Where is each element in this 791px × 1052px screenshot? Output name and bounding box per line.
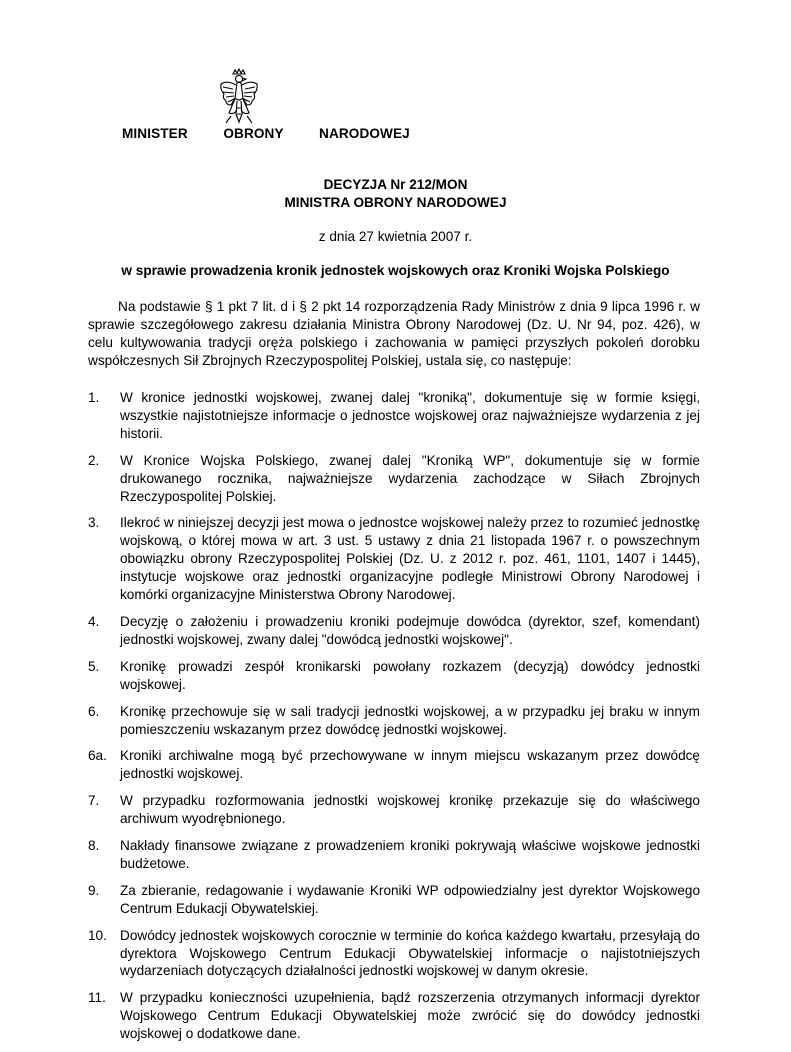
polish-eagle-emblem <box>217 68 261 126</box>
list-item <box>88 989 700 1043</box>
list-item <box>88 927 700 981</box>
item-number: 8. <box>88 838 100 854</box>
item-text: W przypadku rozformowania jednostki wojskowej kronikę przekazuje się do właściwego archiwum wyodrębnionego. <box>120 793 700 827</box>
item-text: W Kronice Wojska Polskiego, zwanej dalej "Kroniką WP", dokumentuje się w formie drukowanego rocznika, najważniejsze wydarzenia zachodzące w Siłach Zbrojnych Rzeczypospolitej Polskiej. <box>120 452 700 504</box>
item-number: 2. <box>88 452 100 468</box>
item-number: 3. <box>88 515 100 531</box>
list-item <box>88 882 700 918</box>
list-item <box>88 452 700 506</box>
list-item <box>88 703 700 739</box>
provisions-list <box>88 389 700 1052</box>
item-text: W przypadku konieczności uzupełnienia, bądź rozszerzenia otrzymanych informacji dyrektor Wojskowego Centrum Edukacji Obywatelskiej może zwrócić się do dowódcy jednostki wojskowej o dodatkowe dane. <box>120 990 700 1042</box>
item-number: 6. <box>88 703 100 719</box>
item-number: 7. <box>88 793 100 809</box>
item-text: Kroniki archiwalne mogą być przechowywane w innym miejscu wskazanym przez dowódcę jednostki wojskowej. <box>120 748 700 782</box>
item-text: W kronice jednostki wojskowej, zwanej dalej "kroniką", dokumentuje się w formie księgi, wszystkie najistotniejsze informacje o jednostce wojskowej oraz najważniejsze wydarzenia z jej historii. <box>120 390 700 441</box>
issuer-heading: MINISTER OBRONY NARODOWEJ <box>122 126 410 141</box>
item-number: 4. <box>88 613 100 629</box>
item-text: Decyzję o założeniu i prowadzeniu kroniki podejmuje dowódca (dyrektor, szef, komendant) jednostki wojskowej, zwany dalej "dowódcą jednostki wojskowej". <box>120 613 700 647</box>
item-text: Za zbieranie, redagowanie i wydawanie Kroniki WP odpowiedzialny jest dyrektor Wojskowego Centrum Edukacji Obywatelskiej. <box>120 882 700 916</box>
item-number: 1. <box>88 390 100 405</box>
decision-subject: w sprawie prowadzenia kronik jednostek wojskowych oraz Kroniki Wojska Polskiego <box>121 263 670 278</box>
list-item <box>88 514 700 604</box>
item-number: 9. <box>88 882 100 898</box>
item-number: 5. <box>88 658 100 674</box>
list-item <box>88 613 700 649</box>
item-text: Kronikę prowadzi zespół kronikarski powołany rozkazem (decyzją) dowódcy jednostki wojskowej. <box>120 658 700 692</box>
decision-number: DECYZJA Nr 212/MON <box>323 177 468 192</box>
list-item <box>88 658 700 694</box>
item-number: 11. <box>88 990 106 1006</box>
decision-date: z dnia 27 kwietnia 2007 r. <box>318 229 473 244</box>
item-text: Ilekroć w niniejszej decyzji jest mowa o jednostce wojskowej należy przez to rozumieć jednostkę wojskową, o której mowa w art. 3 ust. 5 ustawy z dnia 21 listopada 1967 r. o powszechnym obowiązku obrony Rzeczypospolitej Polskiej (Dz. U. z 2012 r. poz. 461, 1101, 1407 i 1445), instytucje wojskowe oraz jednostki organizacyjne podległe Ministrowi Obrony Narodowej i komórki organizacyjne Ministerstwa Obrony Narodowej. <box>120 515 700 603</box>
issuer-title: MINISTRA OBRONY NARODOWEJ <box>284 195 507 210</box>
list-item <box>88 389 700 443</box>
preamble: Na podstawie § 1 pkt 7 lit. d i § 2 pkt 14 rozporządzenia Rady Ministrów z dnia 9 lipca 1996 r. w sprawie szczegółowego zakresu działania Ministra Obrony Narodowej (Dz. U. Nr 94, poz. 426), w celu kultywowania tradycji oręża polskiego i zachowania w pamięci przyszłych pokoleń dorobku współczesnych Sił Zbrojnych Rzeczypospolitej Polskiej, ustala się, co następuje: <box>88 299 700 368</box>
list-item <box>88 747 700 783</box>
item-text: Nakłady finansowe związane z prowadzeniem kroniki pokrywają właściwe wojskowe jednostki budżetowe. <box>120 838 700 871</box>
list-item <box>88 792 700 828</box>
item-text: Dowódcy jednostek wojskowych corocznie w terminie do końca każdego kwartału, przesyłają do dyrektora Wojskowego Centrum Edukacji Obywatelskiej informacje o najistotniejszych wydarzeniach dotyczących działalności jednostki wojskowej w danym okresie. <box>120 927 700 979</box>
list-item <box>88 837 700 873</box>
item-number: 6a. <box>88 748 107 764</box>
item-number: 10. <box>88 927 107 943</box>
item-text: Kronikę przechowuje się w sali tradycji jednostki wojskowej, a w przypadku jej braku w innym pomieszczeniu wskazanym przez dowódcę jednostki wojskowej. <box>120 703 700 737</box>
